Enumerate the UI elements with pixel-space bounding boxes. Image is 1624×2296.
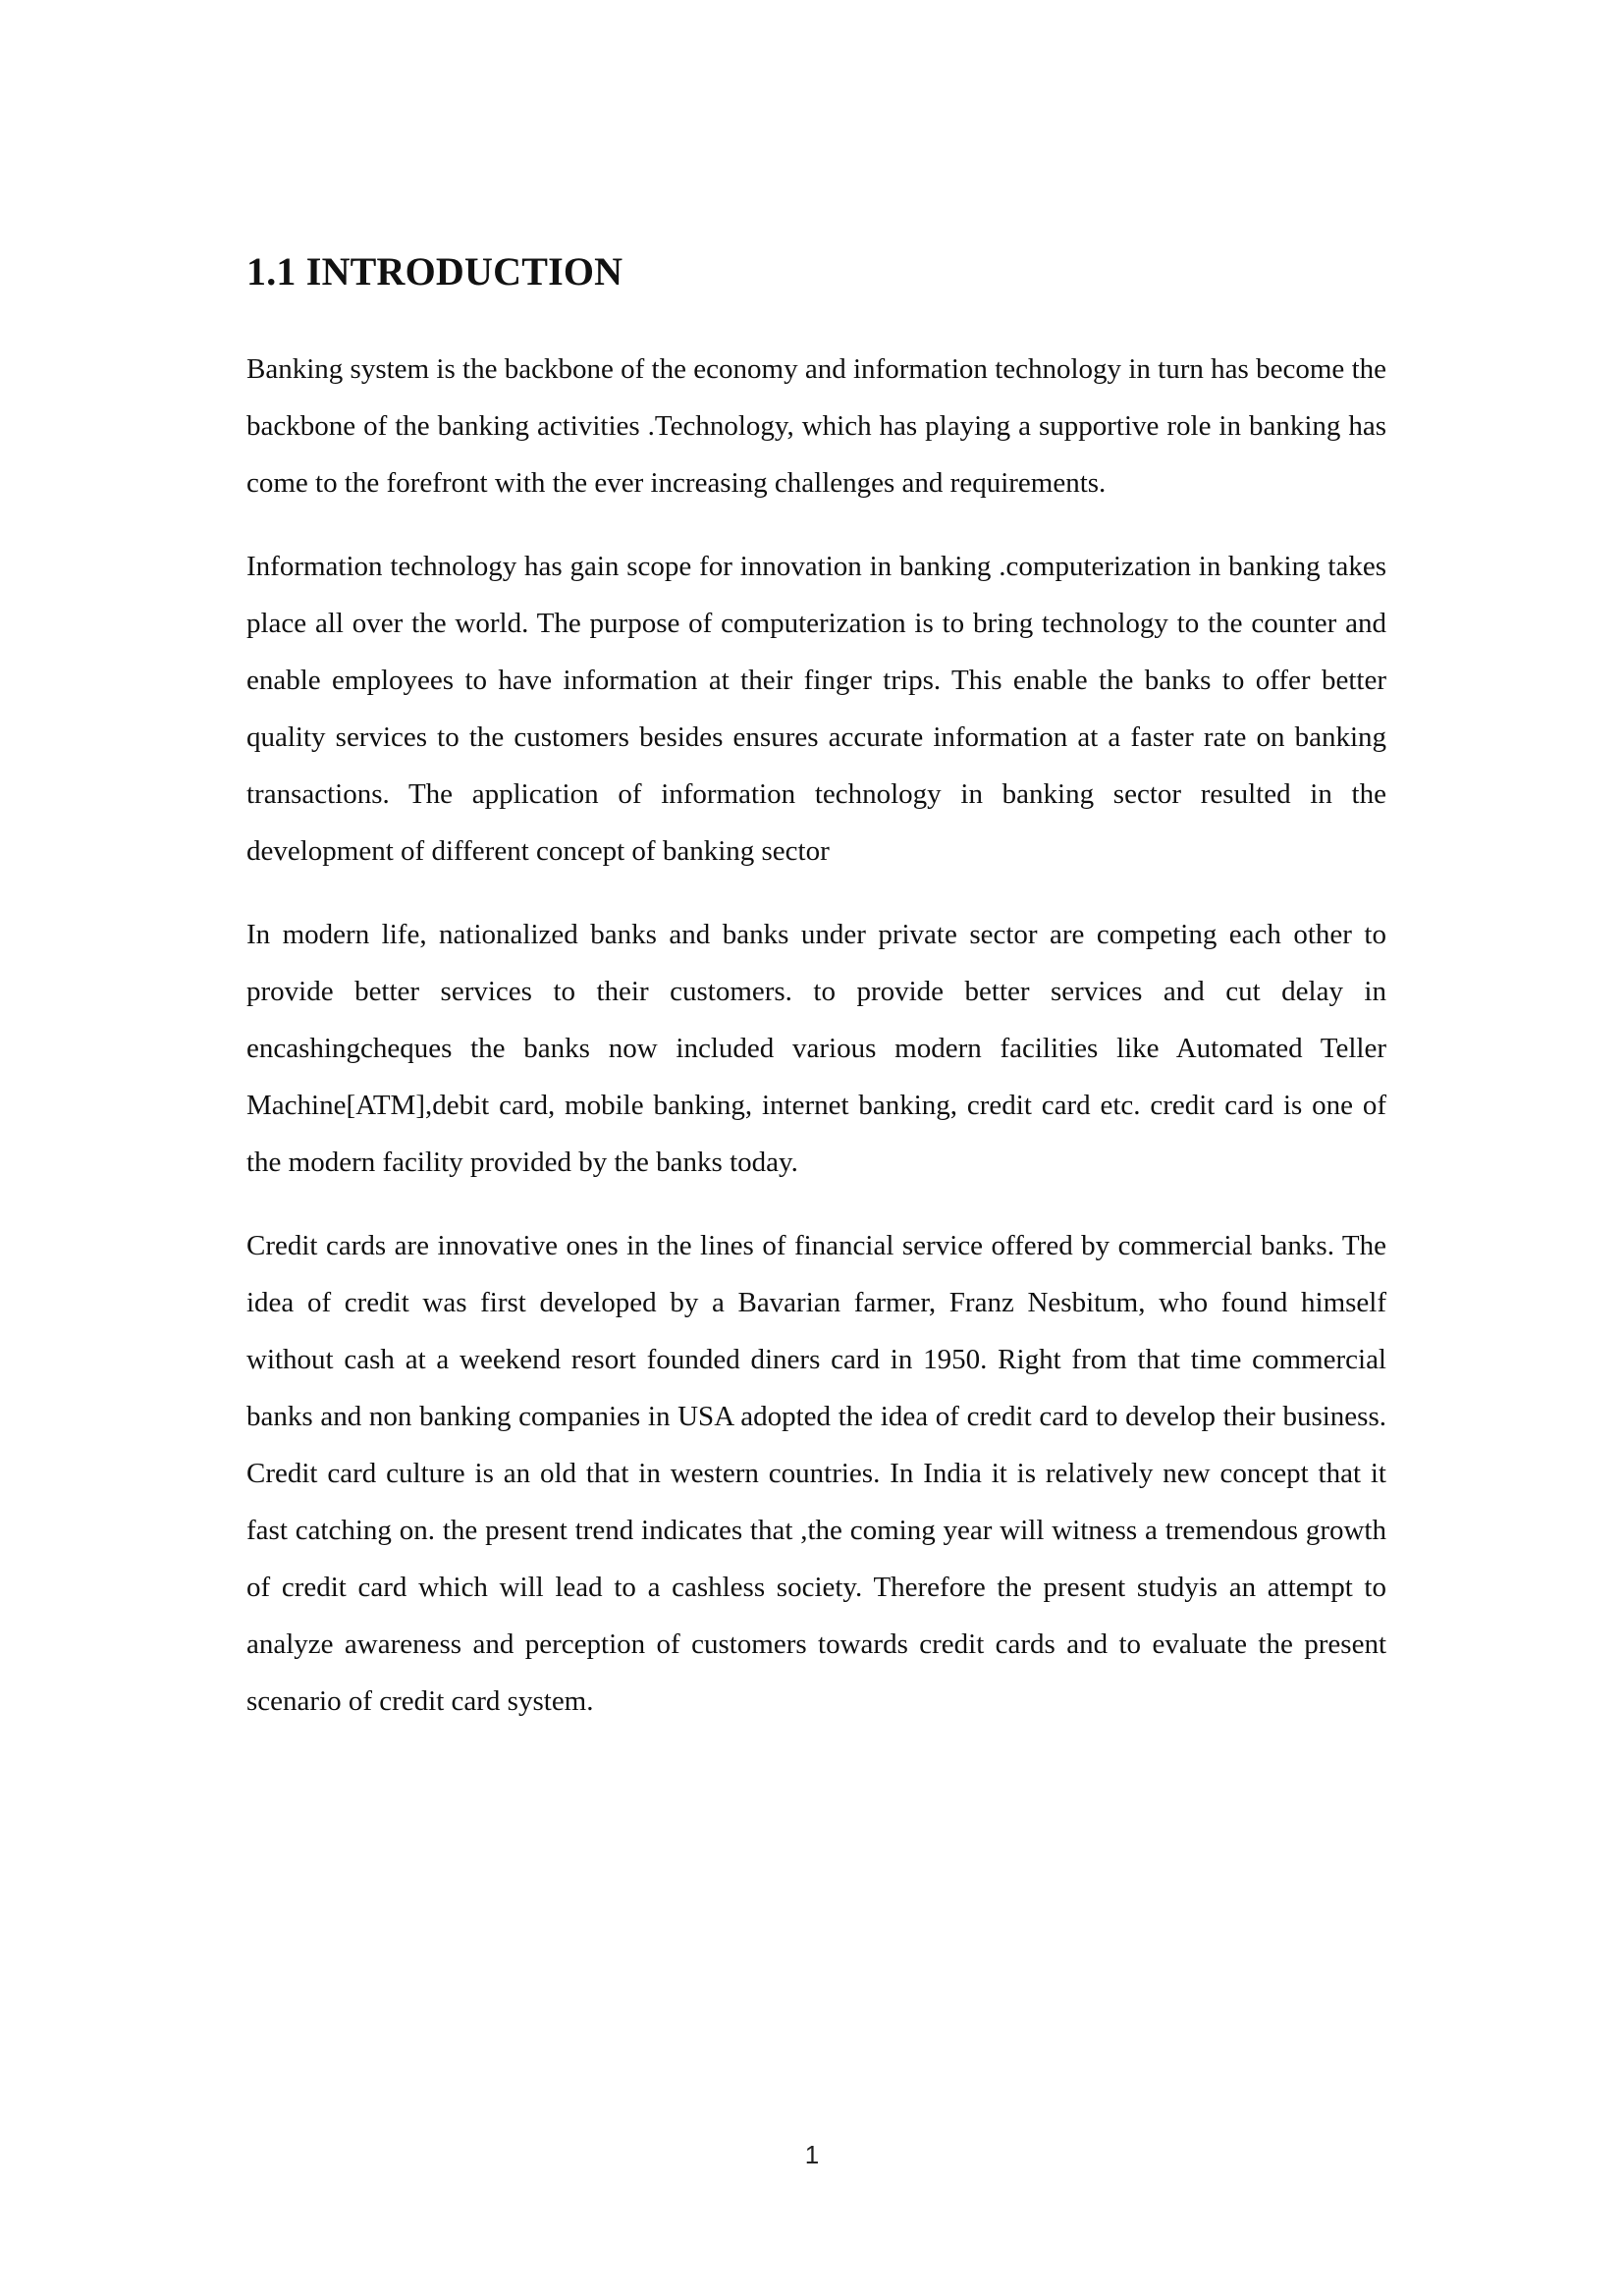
paragraph-modern-life: In modern life, nationalized banks and banks under private sector are competing each other to provide better services to their customers. to provide better services and cut delay in encashingcheques the banks now included various modern facilities like Automated Teller Machine[ATM],debit card, mobile banking, internet banking, credit card etc. credit card is one of the modern facility provided by the banks today. [246,919,1386,1178]
page-number: 1 [804,2140,820,2169]
section-heading: 1.1 INTRODUCTION [246,249,623,294]
paragraph-information-technology: Information technology has gain scope for innovation in banking .computerization in banking takes place all over the world. The purpose of computerization is to bring technology to the counter and enable employees to have information at their finger trips. This enable the banks to offer better quality services to the customers besides ensures accurate information at a faster rate on banking transactions. The application of information technology in banking sector resulted in the development of different concept of banking sector [246,551,1386,867]
paragraph-credit-cards: Credit cards are innovative ones in the lines of financial service offered by commercial banks. The idea of credit was first developed by a Bavarian farmer, Franz Nesbitum, who found himself without cash at a weekend resort founded diners card in 1950. Right from that time commercial banks and non banking companies in USA adopted the idea of credit card to develop their business. Credit card culture is an old that in western countries. In India it is relatively new concept that it fast catching on. the present trend indicates that ,the coming year will witness a tremendous growth of credit card which will lead to a cashless society. Therefore the present studyis an attempt to analyze awareness and perception of customers towards credit cards and to evaluate the present scenario of credit card system. [246,1230,1386,1717]
page-content [246,243,1386,1756]
paragraph-banking-system: Banking system is the backbone of the economy and information technology in turn has become the backbone of the banking activities .Technology, which has playing a supportive role in banking has come to the forefront with the ever increasing challenges and requirements. [246,353,1386,499]
